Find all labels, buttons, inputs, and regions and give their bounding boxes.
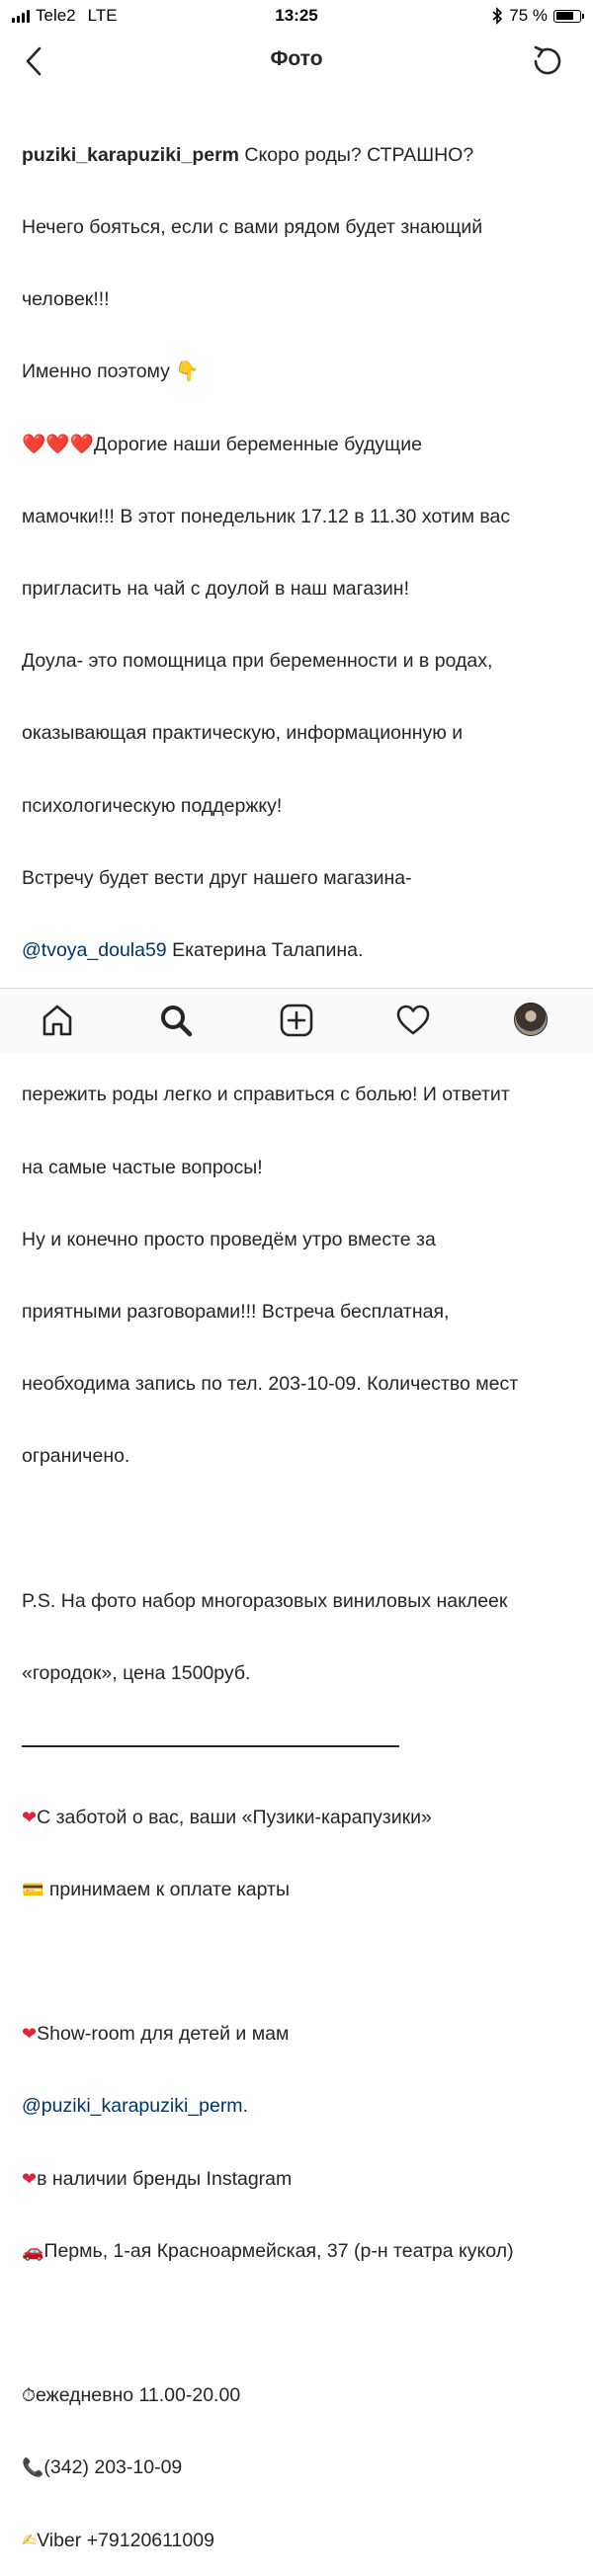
nav-bar (0, 34, 593, 89)
battery-level (556, 12, 573, 20)
caption-line (22, 2022, 575, 2046)
heart-icon: ❤ (22, 2168, 38, 2190)
stopwatch-icon: ⏱ (22, 2385, 37, 2407)
bluetooth-icon (491, 7, 503, 25)
tab-activity[interactable] (395, 1003, 431, 1038)
home-icon (40, 1003, 75, 1038)
tab-home[interactable] (40, 1003, 75, 1038)
caption-line: ограничено. (22, 1445, 130, 1468)
caption-line: ❤️❤️❤️Дорогие наши беременные будущие (22, 433, 422, 455)
carrier-label: Tele2 (36, 6, 76, 25)
caption-line: P.S. На фото набор многоразовых виниловых наклеек (22, 1589, 508, 1612)
care-text: С заботой о вас, ваши «Пузики-карапузики» (37, 1806, 432, 1828)
refresh-button[interactable] (528, 41, 567, 81)
clock: 13:25 (275, 6, 318, 25)
status-bar (0, 0, 593, 34)
address-text: Пермь, 1-ая Красноармейская, 37 (р-н театра кукол) (43, 2239, 514, 2262)
writing-hand-icon: ✍ (22, 2530, 38, 2551)
caption-line: Ну и конечно просто проведём утро вместе за (22, 1228, 436, 1250)
status-right (491, 6, 581, 26)
battery-percent: 75 % (509, 6, 548, 25)
caption-line: Доула- это помощница при беременности и в родах, (22, 650, 493, 673)
showroom-text: Show-room для детей и мам (37, 2023, 290, 2046)
phone-text: (342) 203-10-09 (43, 2456, 183, 2479)
caption-line (22, 938, 575, 962)
viber-text: Viber +79120611009 (37, 2529, 214, 2551)
heart-icon (395, 1003, 431, 1038)
network-label: LTE (87, 6, 118, 25)
caption-line: на самые частые вопросы! (22, 1156, 263, 1178)
caption-line (22, 1517, 575, 1541)
search-icon (158, 1003, 194, 1038)
caption-line (22, 2167, 575, 2191)
caption-line (22, 143, 575, 167)
hours-text: ежедневно 11.00-20.00 (36, 2384, 241, 2407)
caption-line (22, 2529, 575, 2552)
refresh-icon (528, 41, 567, 81)
caption-headline: Скоро роды? СТРАШНО? (239, 143, 474, 166)
caption-line-empty (22, 2311, 575, 2335)
caption-line (22, 2239, 575, 2263)
caption-line: человек!!! (22, 288, 110, 311)
caption-line (22, 2383, 575, 2407)
caption-line (22, 2455, 575, 2479)
caption-username[interactable]: puziki_karapuziki_perm (22, 143, 240, 166)
shop-mention-suffix: . (242, 2095, 248, 2118)
caption-line (22, 1878, 575, 1901)
caption-divider (22, 1745, 399, 1747)
tab-search[interactable] (158, 1003, 194, 1038)
brands-text: в наличии бренды Instagram (37, 2167, 293, 2190)
caption-line: «городок», цена 1500руб. (22, 1662, 251, 1685)
caption-line: психологическую поддержку! (22, 794, 283, 817)
car-icon: 🚗 (22, 2240, 44, 2262)
doula-name: Екатерина Талапина. (166, 939, 364, 962)
page-title: Фото (270, 47, 323, 70)
heart-icon: ❤ (22, 2024, 38, 2046)
caption-line-empty (22, 1950, 575, 1973)
caption-line: пригласить на чай с доулой в наш магазин! (22, 578, 409, 601)
doula-mention-link[interactable]: @tvoya_doula59 (22, 939, 167, 962)
caption-line: оказывающая практическую, информационную и (22, 722, 464, 745)
credit-card-icon: 💳 (22, 1879, 44, 1900)
tab-add-post[interactable] (279, 1003, 314, 1038)
caption-line: Встречу будет вести друг нашего магазина- (22, 866, 412, 889)
phone-icon: 📞 (22, 2457, 44, 2479)
caption-line: пережить роды легко и справиться с болью! И ответит (22, 1084, 510, 1106)
shop-mention-link[interactable]: @puziki_karapuziki_perm (22, 2095, 243, 2118)
caption-line: Именно поэтому 👇 (22, 361, 200, 383)
caption-line: приятными разговорами!!! Встреча бесплатная, (22, 1301, 450, 1324)
tab-bar (0, 988, 593, 1053)
heart-icon: ❤ (22, 1807, 38, 1828)
battery-icon (553, 10, 581, 23)
post-caption (22, 95, 575, 2576)
caption-line: Нечего бояться, если с вами рядом будет знающий (22, 216, 483, 239)
add-post-icon (279, 1003, 314, 1038)
tab-profile[interactable] (514, 1003, 550, 1038)
caption-line (22, 1806, 575, 1829)
caption-line: необходима запись по тел. 203-10-09. Количество мест (22, 1373, 519, 1396)
profile-avatar (514, 1003, 548, 1036)
caption-line: мамочки!!! В этот понедельник 17.12 в 11.30 хотим вас (22, 505, 511, 527)
cards-text: принимаем к оплате карты (43, 1878, 291, 1900)
caption-line (22, 2094, 575, 2118)
